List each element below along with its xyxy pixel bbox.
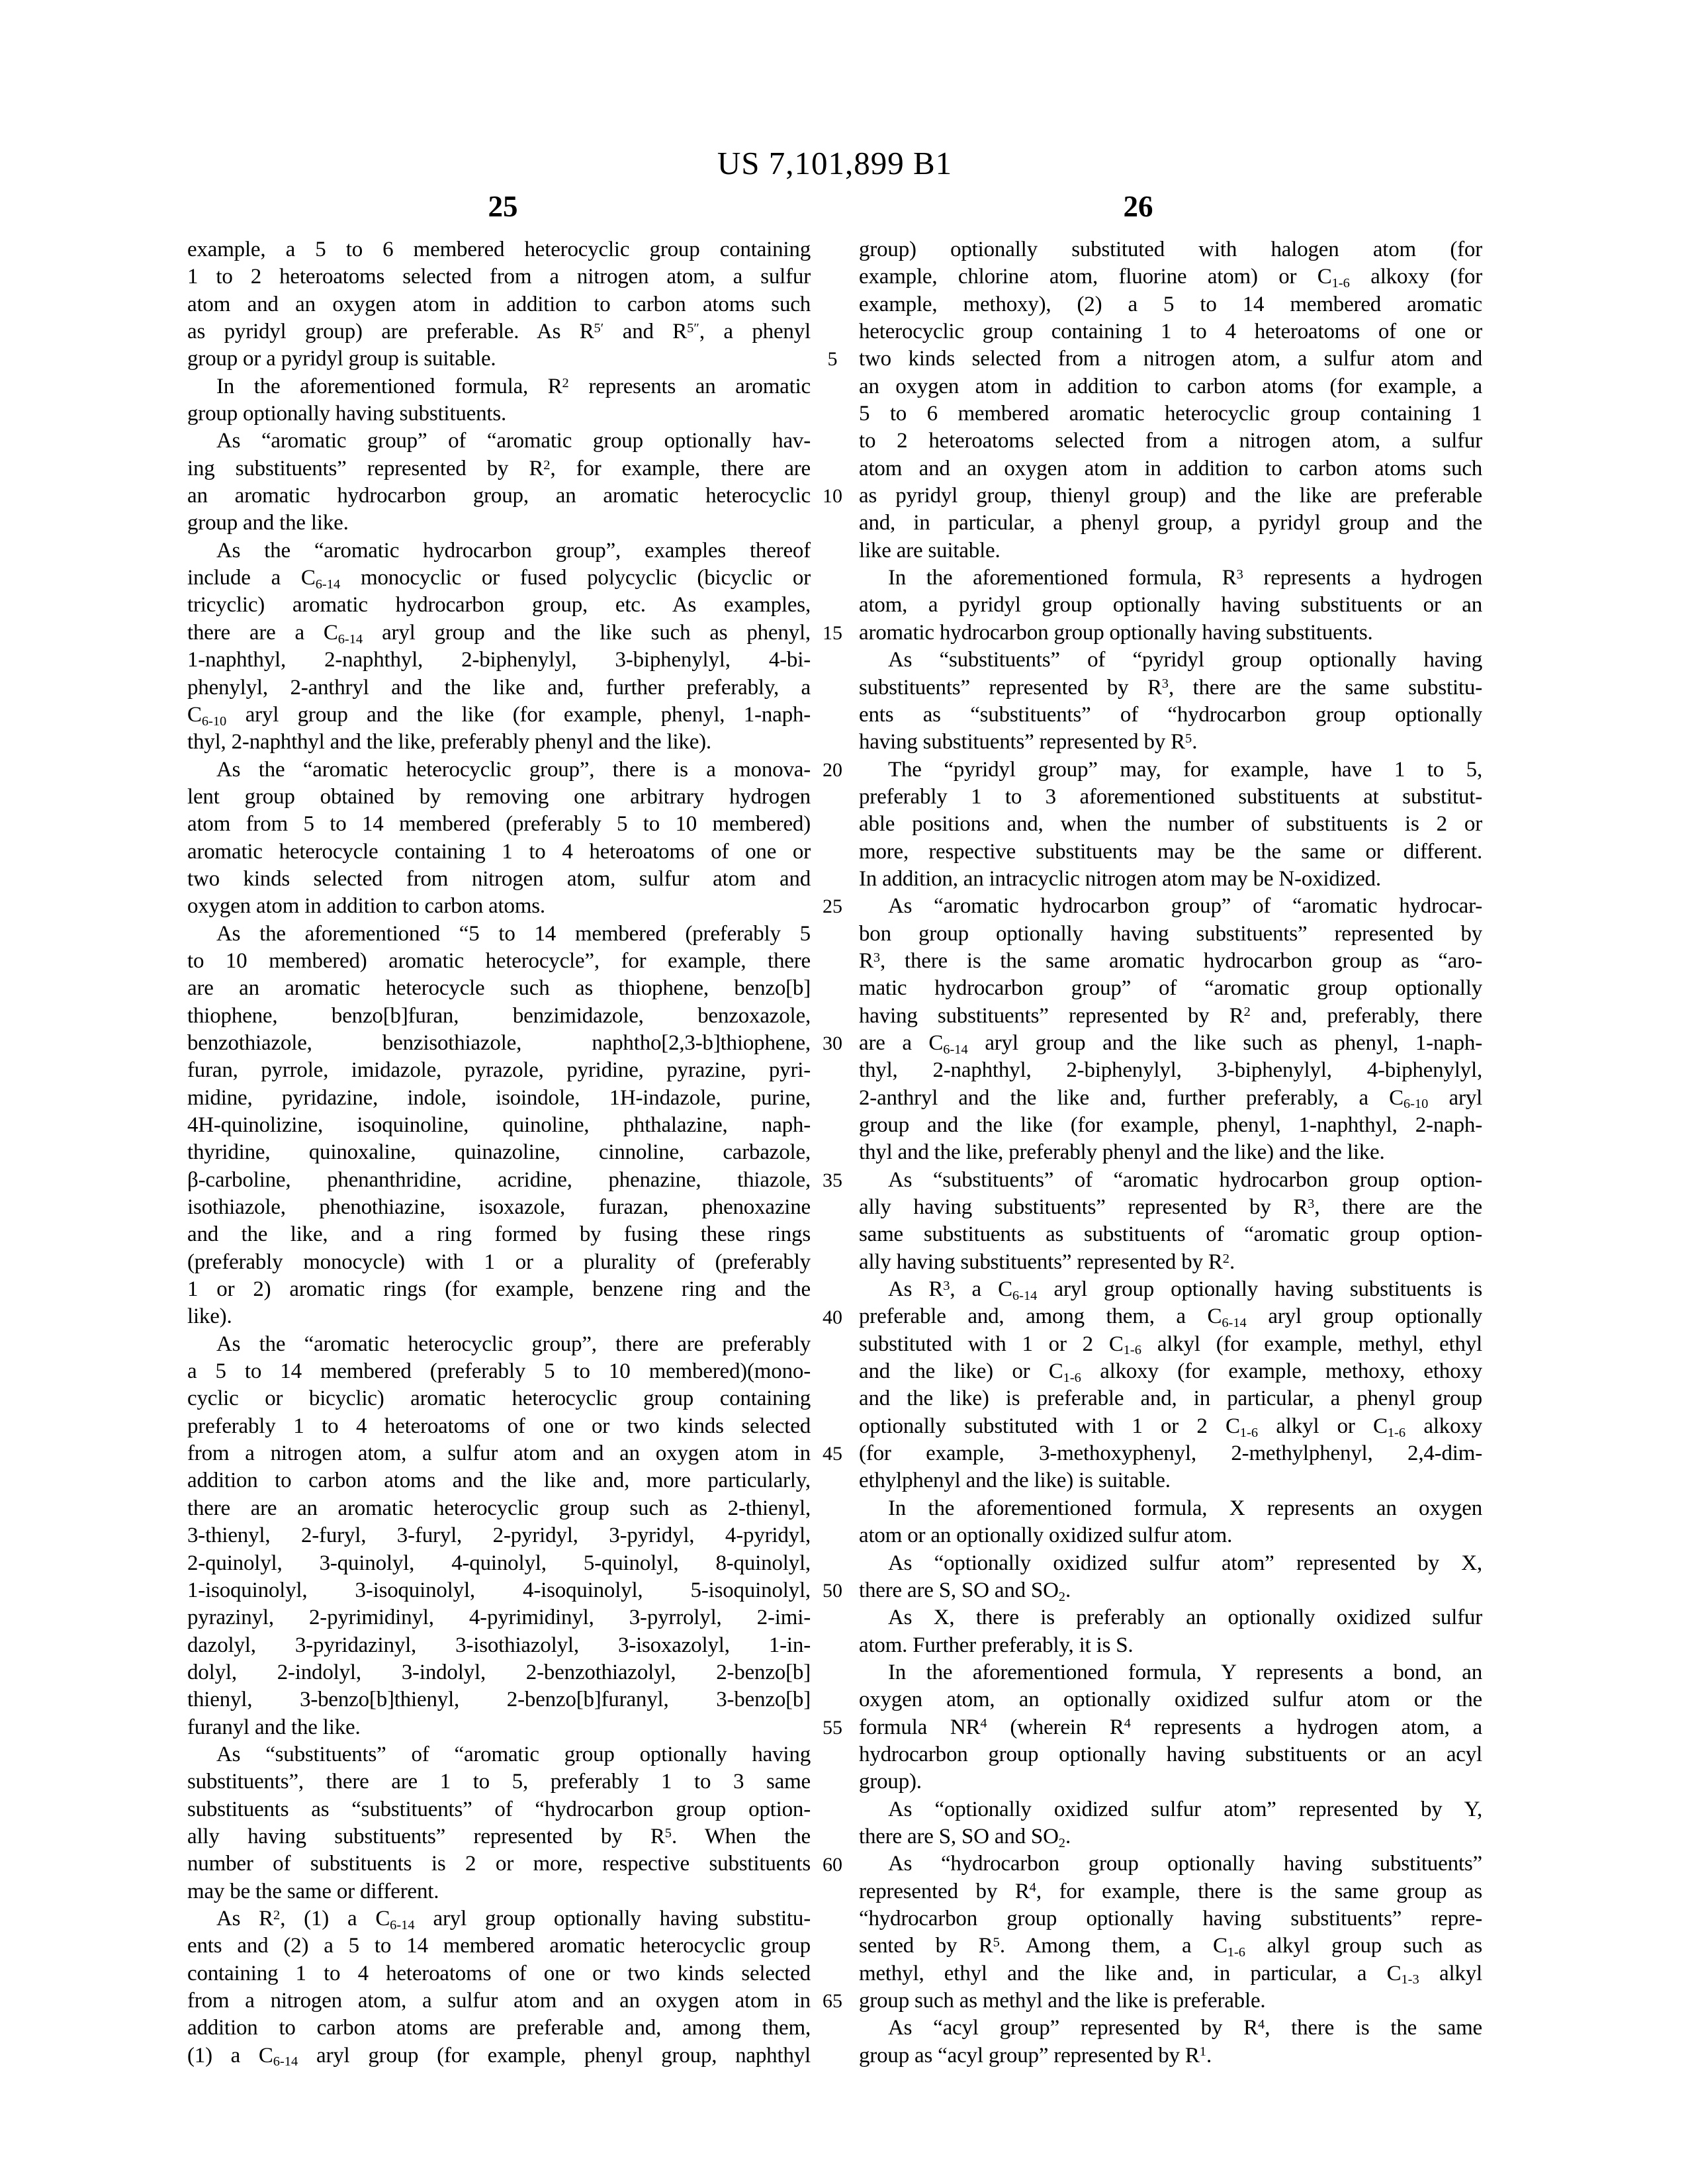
text-line: as pyridyl group, thienyl group) and the like are preferable <box>859 484 1482 508</box>
line-number: 65 <box>823 1990 842 2013</box>
text-line: thyl and the like, preferably phenyl and the like) and the like. <box>859 1140 1385 1165</box>
text-line: substituents” represented by $R^3$, there are the same substitu- <box>859 675 1482 700</box>
text-line: As the “aromatic hydrocarbon group”, examples thereof <box>216 538 811 563</box>
text-line: As “optionally oxidized sulfur atom” represented by Y, <box>888 1797 1482 1821</box>
text-line: as pyridyl group) are preferable. As $R^{5'}$ and $R^{5''}$, a phenyl <box>187 320 811 344</box>
text-line: furan, pyrrole, imidazole, pyrazole, pyridine, pyrazine, pyri- <box>187 1058 811 1083</box>
text-line: heterocyclic group containing 1 to 4 heteroatoms of one or <box>859 320 1482 344</box>
text-line: may be the same or different. <box>187 1879 439 1903</box>
text-line: As the aforementioned “5 to 14 membered (preferably 5 <box>216 921 811 946</box>
line-number: 30 <box>823 1032 842 1055</box>
text-line: 1-naphthyl, 2-naphthyl, 2-biphenylyl, 3-biphenylyl, 4-bi- <box>187 648 811 672</box>
patent-number-header: US 7,101,899 B1 <box>717 145 953 181</box>
text-line: addition to carbon atoms are preferable and, among them, <box>187 2016 811 2040</box>
text-line: 1 or 2) aromatic rings (for example, benzene ring and the <box>187 1277 811 1302</box>
text-line: 3-thienyl, 2-furyl, 3-furyl, 2-pyridyl, 3-pyridyl, 4-pyridyl, <box>187 1524 811 1548</box>
text-line: there are a $C_{6-14}$ aryl group and the like such as phenyl, <box>187 620 811 647</box>
text-line: example, a 5 to 6 membered heterocyclic group containing <box>187 238 811 261</box>
text-line: As “substituents” of “pyridyl group optionally having <box>888 648 1482 672</box>
text-line: there are S, SO and $SO_2$. <box>859 1824 1071 1850</box>
text-line: represented by $R^4$, for example, there is the same group as <box>859 1879 1482 1903</box>
text-line: an oxygen atom in addition to carbon atoms (for example, a <box>859 374 1482 398</box>
text-line: In the aforementioned formula, X represents an oxygen <box>888 1496 1482 1520</box>
text-line: oxygen atom in addition to carbon atoms. <box>187 894 545 919</box>
text-line: As “hydrocarbon group optionally having substituents” <box>888 1852 1482 1876</box>
text-line: As the “aromatic heterocyclic group”, there is a monova- <box>216 757 811 782</box>
text-line: preferably 1 to 3 aforementioned substituents at substitut- <box>859 784 1482 809</box>
text-line: a 5 to 14 membered (preferably 5 to 10 membered)(mono- <box>187 1359 811 1384</box>
text-line: there are S, SO and $SO_2$. <box>859 1578 1071 1604</box>
text-line: are a $C_{6-14}$ aryl group and the like such as phenyl, 1-naph- <box>859 1030 1482 1057</box>
text-line: there are an aromatic heterocyclic group such as 2-thienyl, <box>187 1496 811 1520</box>
text-line: like are suitable. <box>859 538 1001 563</box>
text-line: ally having substituents” represented by $R^3$, there are the <box>859 1195 1482 1220</box>
text-line: thyridine, quinoxaline, quinazoline, cinnoline, carbazole, <box>187 1140 811 1165</box>
text-line: having substituents” represented by $R^5$. <box>859 730 1198 754</box>
text-line: As “aromatic hydrocarbon group” of “aromatic hydrocar- <box>888 894 1482 919</box>
text-line: group). <box>859 1770 922 1794</box>
text-line: 2-quinolyl, 3-quinolyl, 4-quinolyl, 5-quinolyl, 8-quinolyl, <box>187 1551 811 1575</box>
text-line: 1-isoquinolyl, 3-isoquinolyl, 4-isoquinolyl, 5-isoquinolyl, <box>187 1578 811 1602</box>
text-line: able positions and, when the number of substituents is 2 or <box>859 812 1482 837</box>
text-line: midine, pyridazine, indole, isoindole, 1H-indazole, purine, <box>187 1085 811 1110</box>
text-line: hydrocarbon group optionally having substituents or an acyl <box>859 1742 1482 1766</box>
column-number-25: 25 <box>488 190 518 223</box>
text-line: group optionally having substituents. <box>187 402 507 426</box>
text-line: ents and (2) a 5 to 14 membered aromatic heterocyclic group <box>187 1934 811 1958</box>
line-number: 10 <box>823 485 842 508</box>
text-line: group and the like. <box>187 511 349 535</box>
text-line: 2-anthryl and the like and, further preferably, a $C_{6-10}$ aryl <box>859 1085 1482 1112</box>
text-line: group as “acyl group” represented by $R^1$. <box>859 2043 1212 2068</box>
line-number: 15 <box>823 621 842 644</box>
text-line: ally having substituents” represented by $R^5$. When the <box>187 1824 811 1848</box>
text-line: As $R^3$, a $C_{6-14}$ aryl group optionally having substituents is <box>888 1277 1482 1303</box>
text-line: 1 to 2 heteroatoms selected from a nitrogen atom, a sulfur <box>187 265 811 289</box>
text-line: group) optionally substituted with halogen atom (for <box>859 238 1482 261</box>
line-number: 5 <box>827 348 838 371</box>
text-line: ally having substituents” represented by $R^2$. <box>859 1250 1235 1274</box>
text-line: 4H-quinolizine, isoquinoline, quinoline, phthalazine, naph- <box>187 1113 811 1137</box>
text-line: group or a pyridyl group is suitable. <box>187 347 496 371</box>
line-number: 60 <box>823 1853 842 1876</box>
text-line: As “substituents” of “aromatic hydrocarbon group option- <box>888 1167 1482 1192</box>
text-line: example, methoxy), (2) a 5 to 14 membered aromatic <box>859 292 1482 316</box>
text-line: from a nitrogen atom, a sulfur atom and an oxygen atom in <box>187 1989 811 2013</box>
text-line: (1) a $C_{6-14}$ aryl group (for example, phenyl group, naphthyl <box>187 2043 811 2070</box>
text-line: sented by $R^5$. Among them, a $C_{1-6}$ alkyl group such as <box>859 1934 1482 1960</box>
text-line: “hydrocarbon group optionally having substituents” repre- <box>859 1906 1482 1931</box>
text-line: more, respective substituents may be the same or different. <box>859 839 1482 864</box>
text-line: formula $NR^4$ (wherein $R^4$ represents a hydrogen atom, a <box>859 1715 1482 1739</box>
text-line: group and the like (for example, phenyl, 1-naphthyl, 2-naph- <box>859 1113 1482 1137</box>
text-line: atom and an oxygen atom in addition to carbon atoms such <box>187 292 811 316</box>
text-line: As the “aromatic heterocyclic group”, there are preferably <box>216 1332 811 1356</box>
column-number-26: 26 <box>1123 190 1153 223</box>
text-line: and the like) or $C_{1-6}$ alkoxy (for example, methoxy, ethoxy <box>859 1359 1482 1385</box>
text-line: to 2 heteroatoms selected from a nitrogen atom, a sulfur <box>859 429 1482 453</box>
text-line: As “aromatic group” of “aromatic group optionally hav- <box>216 429 811 453</box>
line-number: 35 <box>823 1169 842 1191</box>
line-number: 50 <box>823 1580 842 1602</box>
text-line: like). <box>187 1304 232 1329</box>
text-line: dazolyl, 3-pyridazinyl, 3-isothiazolyl, 3-isoxazolyl, 1-in- <box>187 1633 811 1657</box>
text-line: ethylphenyl and the like) is suitable. <box>859 1469 1171 1493</box>
text-line: $R^3$, there is the same aromatic hydrocarbon group as “aro- <box>859 948 1482 973</box>
line-number: 25 <box>823 895 842 918</box>
text-line: substituents”, there are 1 to 5, preferably 1 to 3 same <box>187 1770 811 1794</box>
text-line: number of substituents is 2 or more, respective substituents <box>187 1852 811 1876</box>
text-line: substituents as “substituents” of “hydrocarbon group option- <box>187 1797 811 1821</box>
text-line: include a $C_{6-14}$ monocyclic or fused polycyclic (bicyclic or <box>187 566 811 592</box>
text-line: preferably 1 to 4 heteroatoms of one or two kinds selected <box>187 1414 811 1438</box>
text-line: tricyclic) aromatic hydrocarbon group, etc. As examples, <box>187 593 811 617</box>
text-line: from a nitrogen atom, a sulfur atom and an oxygen atom in <box>187 1441 811 1466</box>
text-line: atom or an optionally oxidized sulfur atom. <box>859 1524 1233 1548</box>
text-line: group such as methyl and the like is preferable. <box>859 1989 1266 2013</box>
text-line: isothiazole, phenothiazine, isoxazole, furazan, phenoxazine <box>187 1195 811 1220</box>
text-line: atom. Further preferably, it is S. <box>859 1633 1134 1657</box>
line-number: 40 <box>823 1306 842 1328</box>
text-line: and the like, and a ring formed by fusing these rings <box>187 1222 811 1247</box>
text-line: thyl, 2-naphthyl and the like, preferably phenyl and the like). <box>187 730 711 754</box>
text-line: optionally substituted with 1 or 2 $C_{1-6}$ alkyl or $C_{1-6}$ alkoxy <box>859 1414 1482 1440</box>
text-line: In the aforementioned formula, Y represents a bond, an <box>888 1660 1482 1684</box>
text-line: two kinds selected from nitrogen atom, sulfur atom and <box>187 866 811 891</box>
text-line: (for example, 3-methoxyphenyl, 2-methylphenyl, 2,4-dim- <box>859 1441 1482 1466</box>
text-line: furanyl and the like. <box>187 1715 361 1739</box>
text-line: atom and an oxygen atom in addition to carbon atoms such <box>859 456 1482 480</box>
column-25-text <box>187 236 811 2070</box>
text-line: having substituents” represented by $R^2$ and, preferably, there <box>859 1003 1482 1028</box>
text-line: atom, a pyridyl group optionally having substituents or an <box>859 593 1482 617</box>
text-line: methyl, ethyl and the like and, in particular, a $C_{1-3}$ alkyl <box>859 1961 1482 1987</box>
text-line: 5 to 6 membered aromatic heterocyclic group containing 1 <box>859 402 1482 426</box>
text-line: As “optionally oxidized sulfur atom” represented by X, <box>888 1551 1482 1575</box>
text-line: cyclic or bicyclic) aromatic heterocyclic group containing <box>187 1387 811 1411</box>
text-line: ents as “substituents” of “hydrocarbon group optionally <box>859 702 1482 727</box>
text-line: As X, there is preferably an optionally oxidized sulfur <box>888 1606 1482 1630</box>
text-line: and the like) is preferable and, in particular, a phenyl group <box>859 1387 1482 1411</box>
text-line: benzothiazole, benzisothiazole, naphtho[2,3-b]thiophene, <box>187 1030 811 1055</box>
text-line: The “pyridyl group” may, for example, have 1 to 5, <box>888 757 1482 782</box>
text-line: pyrazinyl, 2-pyrimidinyl, 4-pyrimidinyl, 3-pyrrolyl, 2-imi- <box>187 1606 811 1630</box>
text-line: atom from 5 to 14 membered (preferably 5 to 10 membered) <box>187 812 811 837</box>
text-line: to 10 membered) aromatic heterocycle”, for example, there <box>187 948 811 973</box>
line-number: 20 <box>823 758 842 781</box>
text-line: bon group optionally having substituents” represented by <box>859 921 1482 946</box>
text-line: preferable and, among them, a $C_{6-14}$ aryl group optionally <box>859 1304 1482 1331</box>
text-line: thiophene, benzo[b]furan, benzimidazole, benzoxazole, <box>187 1003 811 1028</box>
text-line: example, chlorine atom, fluorine atom) or $C_{1-6}$ alkoxy (for <box>859 265 1482 291</box>
text-line: As “substituents” of “aromatic group optionally having <box>216 1742 811 1766</box>
text-line: As $R^2$, (1) a $C_{6-14}$ aryl group optionally having substitu- <box>216 1906 811 1933</box>
line-number: 55 <box>823 1716 842 1739</box>
text-line: addition to carbon atoms and the like and, more particularly, <box>187 1469 811 1493</box>
column-26-text <box>859 236 1482 2070</box>
text-line: containing 1 to 4 heteroatoms of one or two kinds selected <box>187 1961 811 1985</box>
text-line: same substituents as substituents of “aromatic group option- <box>859 1222 1482 1247</box>
text-line: In the aforementioned formula, $R^2$ represents an aromatic <box>216 374 811 398</box>
text-line: phenylyl, 2-anthryl and the like and, further preferably, a <box>187 675 811 700</box>
text-line: In addition, an intracyclic nitrogen atom may be N-oxidized. <box>859 866 1381 891</box>
text-line: substituted with 1 or 2 $C_{1-6}$ alkyl (for example, methyl, ethyl <box>859 1332 1482 1358</box>
text-line: thyl, 2-naphthyl, 2-biphenylyl, 3-biphenylyl, 4-biphenylyl, <box>859 1058 1482 1083</box>
text-line: are an aromatic heterocycle such as thiophene, benzo[b] <box>187 976 811 1001</box>
text-line: aromatic heterocycle containing 1 to 4 heteroatoms of one or <box>187 839 811 864</box>
text-line: ing substituents” represented by $R^2$, for example, there are <box>187 456 811 480</box>
text-line: two kinds selected from a nitrogen atom, a sulfur atom and <box>859 347 1482 371</box>
text-line: lent group obtained by removing one arbitrary hydrogen <box>187 784 811 809</box>
text-line: dolyl, 2-indolyl, 3-indolyl, 2-benzothiazolyl, 2-benzo[b] <box>187 1660 811 1684</box>
line-number: 45 <box>823 1443 842 1465</box>
text-line: aromatic hydrocarbon group optionally having substituents. <box>859 620 1373 645</box>
line-number-gutter <box>806 236 859 2070</box>
text-line: In the aforementioned formula, $R^3$ represents a hydrogen <box>888 566 1482 590</box>
text-line: thienyl, 3-benzo[b]thienyl, 2-benzo[b]furanyl, 3-benzo[b] <box>187 1688 811 1712</box>
text-line: $C_{6-10}$ aryl group and the like (for example, phenyl, 1-naph- <box>187 702 811 729</box>
text-line: β-carboline, phenanthridine, acridine, phenazine, thiazole, <box>187 1167 811 1192</box>
text-line: matic hydrocarbon group” of “aromatic group optionally <box>859 976 1482 1001</box>
text-line: and, in particular, a phenyl group, a pyridyl group and the <box>859 511 1482 535</box>
text-line: As “acyl group” represented by $R^4$, there is the same <box>888 2016 1482 2040</box>
text-line: oxygen atom, an optionally oxidized sulfur atom or the <box>859 1688 1482 1712</box>
text-line: an aromatic hydrocarbon group, an aromatic heterocyclic <box>187 484 811 508</box>
text-line: (preferably monocycle) with 1 or a plurality of (preferably <box>187 1250 811 1274</box>
